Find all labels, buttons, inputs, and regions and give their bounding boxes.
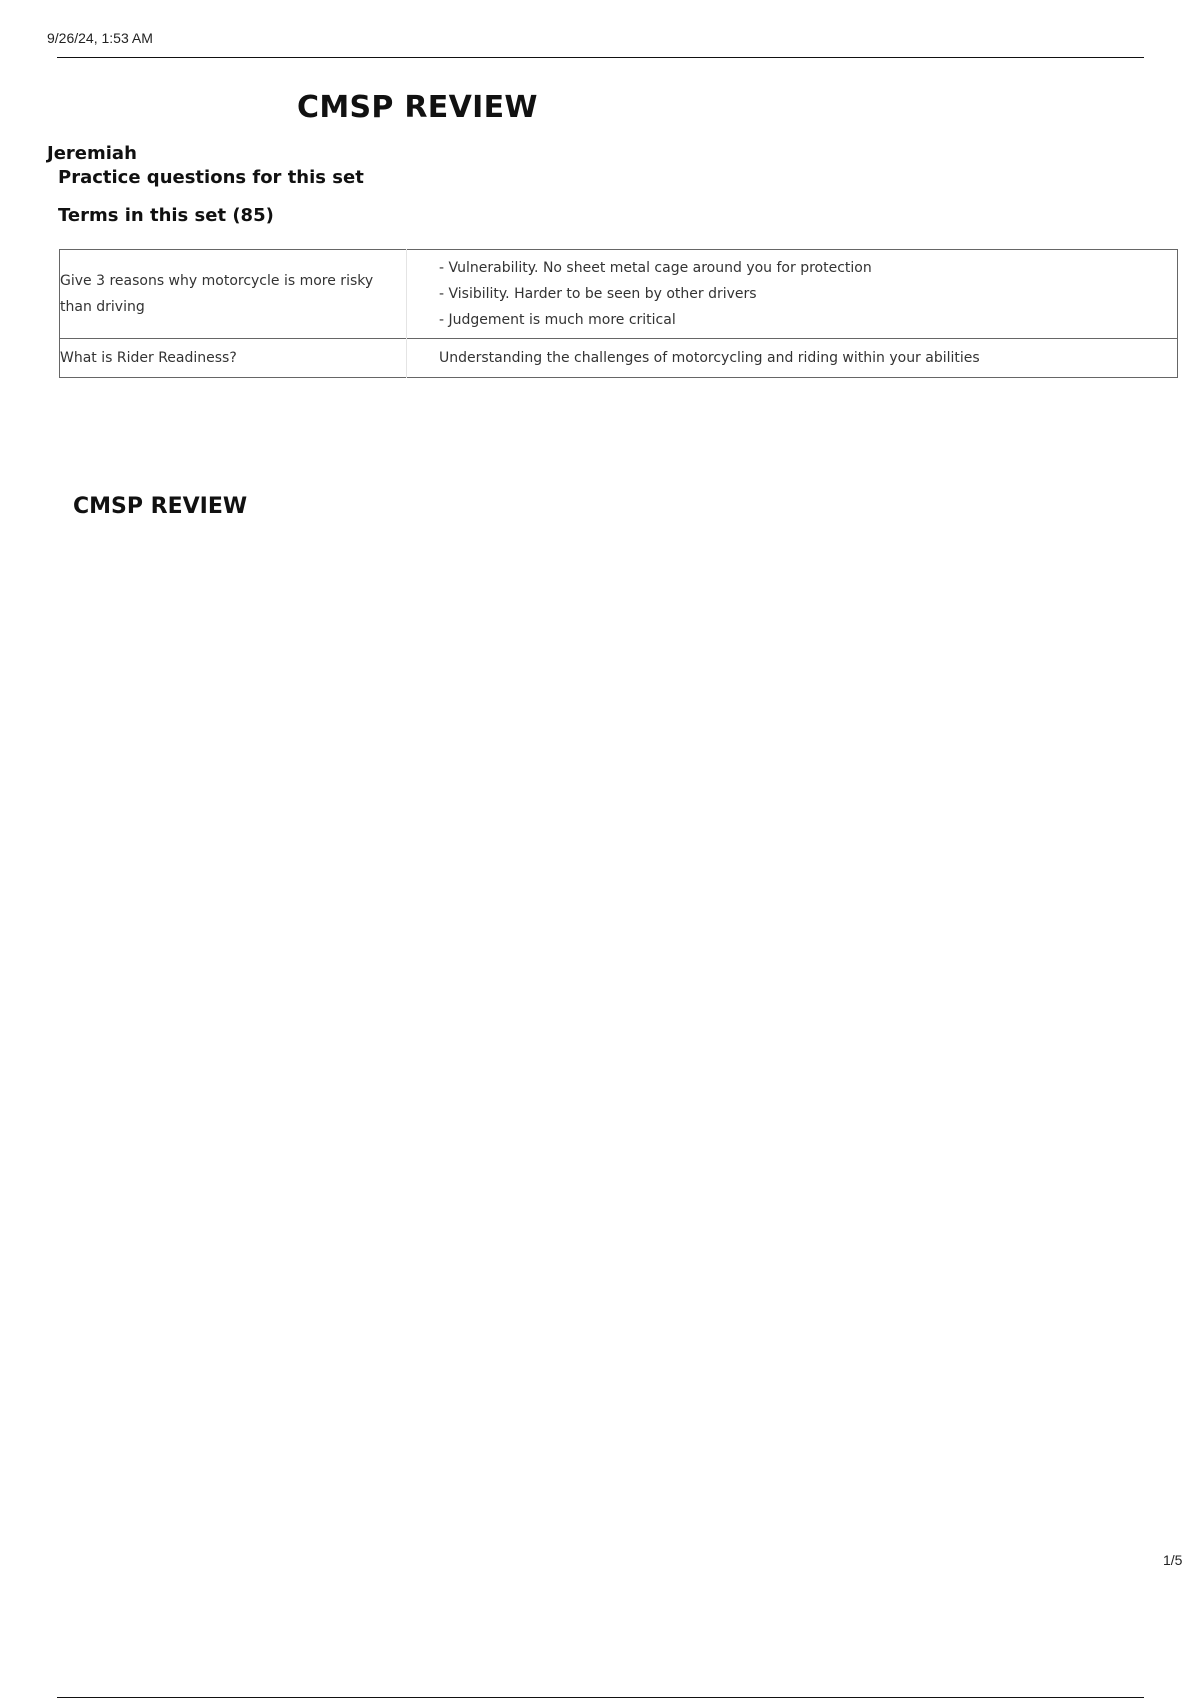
definition-cell [407,250,1178,339]
definition-line: Understanding the challenges of motorcycling and riding within your abilities [439,350,980,366]
practice-questions-link[interactable]: Practice questions for this set [58,167,364,188]
page-title: CMSP REVIEW [297,90,538,125]
terms-table [59,249,1178,378]
table-row [60,250,1178,339]
print-timestamp: 9/26/24, 1:53 AM [47,30,153,46]
section-title: CMSP REVIEW [73,494,248,519]
definition-line: - Vulnerability. No sheet metal cage around you for protection [439,260,872,276]
term-cell [60,250,407,339]
header-divider [57,57,1144,58]
terms-count-heading: Terms in this set (85) [58,205,274,226]
table-row [60,339,1178,378]
definition-line: - Visibility. Harder to be seen by other drivers [439,286,757,302]
term-cell [60,339,407,378]
page-number: 1/5 [1163,1552,1183,1568]
footer-divider [57,1697,1144,1698]
term-text: What is Rider Readiness? [60,350,237,366]
term-text: Give 3 reasons why motorcycle is more risky than driving [60,273,374,315]
definition-cell [407,339,1178,378]
definition-line: - Judgement is much more critical [439,312,676,328]
author-name: Jeremiah [47,143,137,164]
